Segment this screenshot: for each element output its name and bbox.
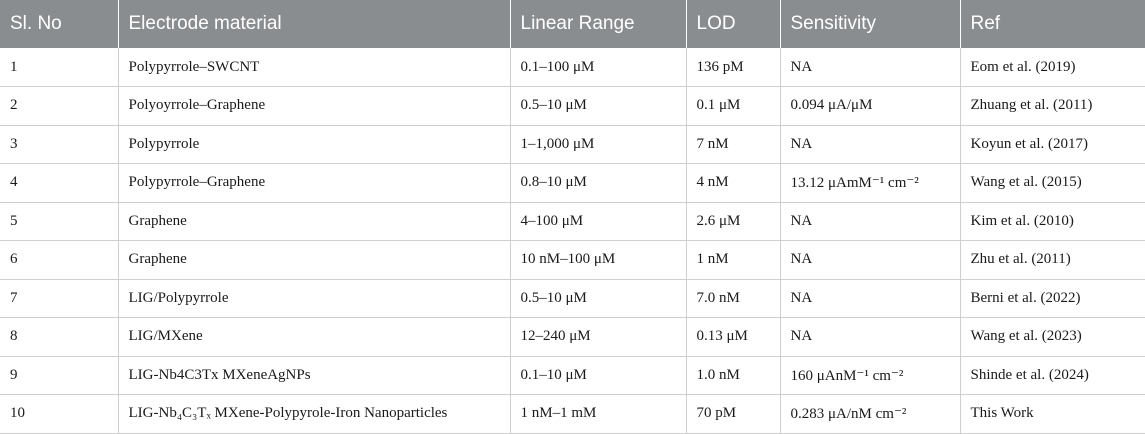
cell-electrode-material: Polypyrrole–SWCNT: [118, 48, 510, 87]
cell-ref: Wang et al. (2015): [960, 164, 1145, 203]
table-row: [0, 356, 1145, 395]
header-electrode-material: Electrode material: [118, 0, 510, 48]
cell-linear-range: 1 nM–1 mM: [510, 395, 686, 434]
cell-linear-range: 0.5–10 μM: [510, 87, 686, 126]
cell-lod: 1.0 nM: [686, 356, 780, 395]
table-body: [0, 48, 1145, 433]
cell-ref: Wang et al. (2023): [960, 318, 1145, 357]
cell-sl-no: 8: [0, 318, 118, 357]
cell-linear-range: 0.8–10 μM: [510, 164, 686, 203]
cell-electrode-material: Polypyrrole–Graphene: [118, 164, 510, 203]
cell-ref: Berni et al. (2022): [960, 279, 1145, 318]
cell-lod: 7 nM: [686, 125, 780, 164]
table-row: [0, 164, 1145, 203]
cell-sensitivity: 13.12 μAmM⁻¹ cm⁻²: [780, 164, 960, 203]
cell-sl-no: 10: [0, 395, 118, 434]
cell-lod: 4 nM: [686, 164, 780, 203]
cell-ref: Zhu et al. (2011): [960, 241, 1145, 280]
cell-linear-range: 10 nM–100 μM: [510, 241, 686, 280]
cell-lod: 0.13 μM: [686, 318, 780, 357]
cell-ref: Koyun et al. (2017): [960, 125, 1145, 164]
cell-electrode-material: Graphene: [118, 202, 510, 241]
cell-lod: 7.0 nM: [686, 279, 780, 318]
cell-lod: 70 pM: [686, 395, 780, 434]
cell-linear-range: 4–100 μM: [510, 202, 686, 241]
header-ref: Ref: [960, 0, 1145, 48]
cell-electrode-material: LIG-Nb₄C₃Tₓ MXene-Polypyrole-Iron Nanoparticles: [118, 395, 510, 434]
cell-electrode-material: Polyoyrrole–Graphene: [118, 87, 510, 126]
header-row: [0, 0, 1145, 48]
table-header: [0, 0, 1145, 48]
cell-ref: Shinde et al. (2024): [960, 356, 1145, 395]
cell-electrode-material: LIG/MXene: [118, 318, 510, 357]
table-row: [0, 202, 1145, 241]
cell-sl-no: 4: [0, 164, 118, 203]
cell-lod: 2.6 μM: [686, 202, 780, 241]
cell-sl-no: 5: [0, 202, 118, 241]
cell-linear-range: 0.1–100 μM: [510, 48, 686, 87]
table-row: [0, 48, 1145, 87]
cell-sensitivity: NA: [780, 241, 960, 280]
table-row: [0, 241, 1145, 280]
header-sensitivity: Sensitivity: [780, 0, 960, 48]
cell-sl-no: 7: [0, 279, 118, 318]
cell-electrode-material: Graphene: [118, 241, 510, 280]
cell-lod: 0.1 μM: [686, 87, 780, 126]
cell-sensitivity: 0.094 μA/μM: [780, 87, 960, 126]
cell-sl-no: 6: [0, 241, 118, 280]
cell-sensitivity: 160 μAnM⁻¹ cm⁻²: [780, 356, 960, 395]
header-linear-range: Linear Range: [510, 0, 686, 48]
cell-sensitivity: NA: [780, 318, 960, 357]
cell-electrode-material: LIG/Polypyrrole: [118, 279, 510, 318]
table-row: [0, 279, 1145, 318]
cell-linear-range: 1–1,000 μM: [510, 125, 686, 164]
cell-linear-range: 0.5–10 μM: [510, 279, 686, 318]
cell-electrode-material: LIG-Nb4C3Tx MXeneAgNPs: [118, 356, 510, 395]
cell-sl-no: 3: [0, 125, 118, 164]
cell-ref: This Work: [960, 395, 1145, 434]
header-lod: LOD: [686, 0, 780, 48]
cell-ref: Kim et al. (2010): [960, 202, 1145, 241]
cell-sensitivity: NA: [780, 202, 960, 241]
cell-electrode-material: Polypyrrole: [118, 125, 510, 164]
cell-sl-no: 2: [0, 87, 118, 126]
cell-lod: 1 nM: [686, 241, 780, 280]
table-row: [0, 395, 1145, 434]
cell-ref: Zhuang et al. (2011): [960, 87, 1145, 126]
cell-ref: Eom et al. (2019): [960, 48, 1145, 87]
cell-sensitivity: NA: [780, 279, 960, 318]
table-row: [0, 125, 1145, 164]
cell-linear-range: 0.1–10 μM: [510, 356, 686, 395]
cell-sensitivity: NA: [780, 125, 960, 164]
cell-sensitivity: NA: [780, 48, 960, 87]
cell-sl-no: 9: [0, 356, 118, 395]
cell-lod: 136 pM: [686, 48, 780, 87]
table-row: [0, 318, 1145, 357]
cell-sensitivity: 0.283 μA/nM cm⁻²: [780, 395, 960, 434]
cell-sl-no: 1: [0, 48, 118, 87]
header-sl-no: Sl. No: [10, 13, 62, 34]
cell-linear-range: 12–240 μM: [510, 318, 686, 357]
table-row: [0, 87, 1145, 126]
